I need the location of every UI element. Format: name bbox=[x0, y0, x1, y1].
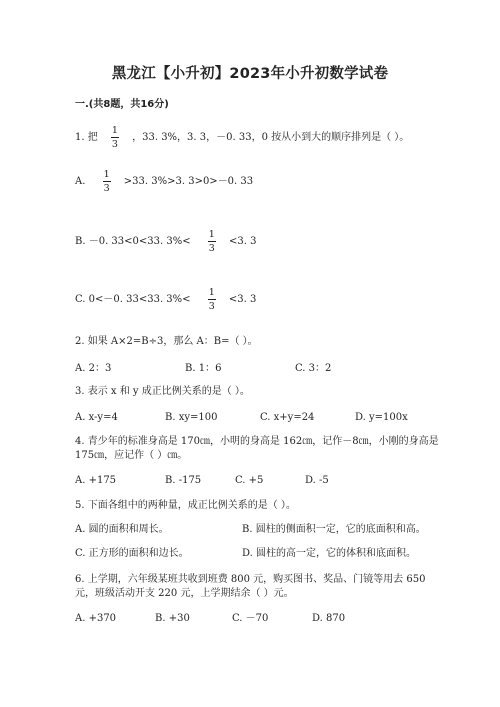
fraction-denominator: 3 bbox=[208, 301, 215, 312]
question-2-option-c: C. 3：2 bbox=[295, 363, 332, 374]
question-2-option-b: B. 1：6 bbox=[185, 363, 222, 374]
question-4-option-b: B. -175 bbox=[165, 475, 202, 486]
fraction-numerator: 1 bbox=[103, 169, 110, 180]
fraction-denominator: 3 bbox=[208, 243, 215, 254]
option-a-text: >33. 3%>3. 3>0>－0. 33 bbox=[123, 176, 254, 187]
question-6-option-a: A. +370 bbox=[75, 613, 117, 624]
fraction-bar bbox=[111, 137, 119, 138]
question-2-option-a: A. 2：3 bbox=[75, 363, 112, 374]
question-3-option-a: A. x-y=4 bbox=[75, 412, 118, 423]
option-b-rest: <3. 3 bbox=[228, 236, 257, 247]
question-4-option-a: A. +175 bbox=[75, 475, 117, 486]
question-4-stem-line-2: 175㎝，应记作（ ）㎝。 bbox=[75, 450, 188, 461]
question-4-option-d: D. -5 bbox=[305, 475, 329, 486]
fraction-denominator: 3 bbox=[103, 183, 110, 194]
fraction bbox=[208, 229, 216, 254]
page-title: 黑龙江【小升初】2023年小升初数学试卷 bbox=[111, 66, 389, 82]
question-1-prefix: 1. 把 bbox=[75, 132, 98, 143]
fraction bbox=[208, 287, 216, 312]
question-4-option-c: C. +5 bbox=[235, 475, 264, 486]
question-6-option-c: C. －70 bbox=[232, 613, 269, 624]
question-5-option-a: A. 圆的面积和周长。 bbox=[75, 524, 169, 535]
option-c-rest: <3. 3 bbox=[228, 294, 257, 305]
fraction-numerator: 1 bbox=[111, 125, 118, 136]
question-2-stem: 2. 如果 A×2=B÷3，那么 A：B=（ ）。 bbox=[75, 336, 258, 347]
fraction-numerator: 1 bbox=[208, 287, 215, 298]
fraction bbox=[103, 169, 111, 194]
question-5-option-d: D. 圆柱的高一定，它的体积和底面积。 bbox=[242, 548, 417, 559]
question-1-option-c bbox=[75, 287, 256, 312]
question-6-stem-line-1: 6. 上学期，六年级某班共收到班费 800 元，购买图书、奖品、门镜等用去 650 bbox=[75, 574, 426, 585]
option-a-label: A. bbox=[75, 176, 86, 187]
question-6-option-b: B. +30 bbox=[155, 613, 190, 624]
question-1-option-b bbox=[75, 229, 256, 254]
question-5-stem: 5. 下面各组中的两种量，成正比例关系的是（ ）。 bbox=[75, 500, 296, 511]
fraction-bar bbox=[208, 299, 216, 300]
section-heading: 一.(共8题，共16分) bbox=[75, 99, 169, 110]
question-6-option-d: D. 870 bbox=[312, 613, 346, 624]
question-6-stem-line-2: 元，班级活动开支 220 元，上学期结余（ ）元。 bbox=[75, 588, 294, 599]
question-4-stem-line-1: 4. 青少年的标准身高是 170㎝，小明的身高是 162㎝，记作－8㎝，小刚的身高是 bbox=[75, 436, 439, 447]
question-3-stem: 3. 表示 x 和 y 成正比例关系的是（ ）。 bbox=[75, 386, 250, 397]
fraction-bar bbox=[103, 181, 111, 182]
question-1-suffix: ，33. 3%，3. 3，－0. 33，0 按从小到大的顺序排列是（ ）。 bbox=[132, 132, 410, 143]
fraction-denominator: 3 bbox=[111, 139, 118, 150]
question-3-option-b: B. xy=100 bbox=[165, 412, 218, 423]
fraction-bar bbox=[208, 241, 216, 242]
fraction-numerator: 1 bbox=[208, 229, 215, 240]
question-1-stem bbox=[75, 125, 409, 150]
fraction bbox=[111, 125, 119, 150]
question-1-option-a bbox=[75, 169, 253, 194]
question-3-option-c: C. x+y=24 bbox=[260, 412, 315, 423]
question-5-option-c: C. 正方形的面积和边长。 bbox=[75, 548, 189, 559]
option-c-text: C. 0<－0. 33<33. 3%< bbox=[75, 294, 191, 305]
question-5-option-b: B. 圆柱的侧面积一定，它的底面积和高。 bbox=[242, 524, 426, 535]
option-b-text: B. －0. 33<0<33. 3%< bbox=[75, 236, 191, 247]
question-3-option-d: D. y=100x bbox=[355, 412, 408, 423]
